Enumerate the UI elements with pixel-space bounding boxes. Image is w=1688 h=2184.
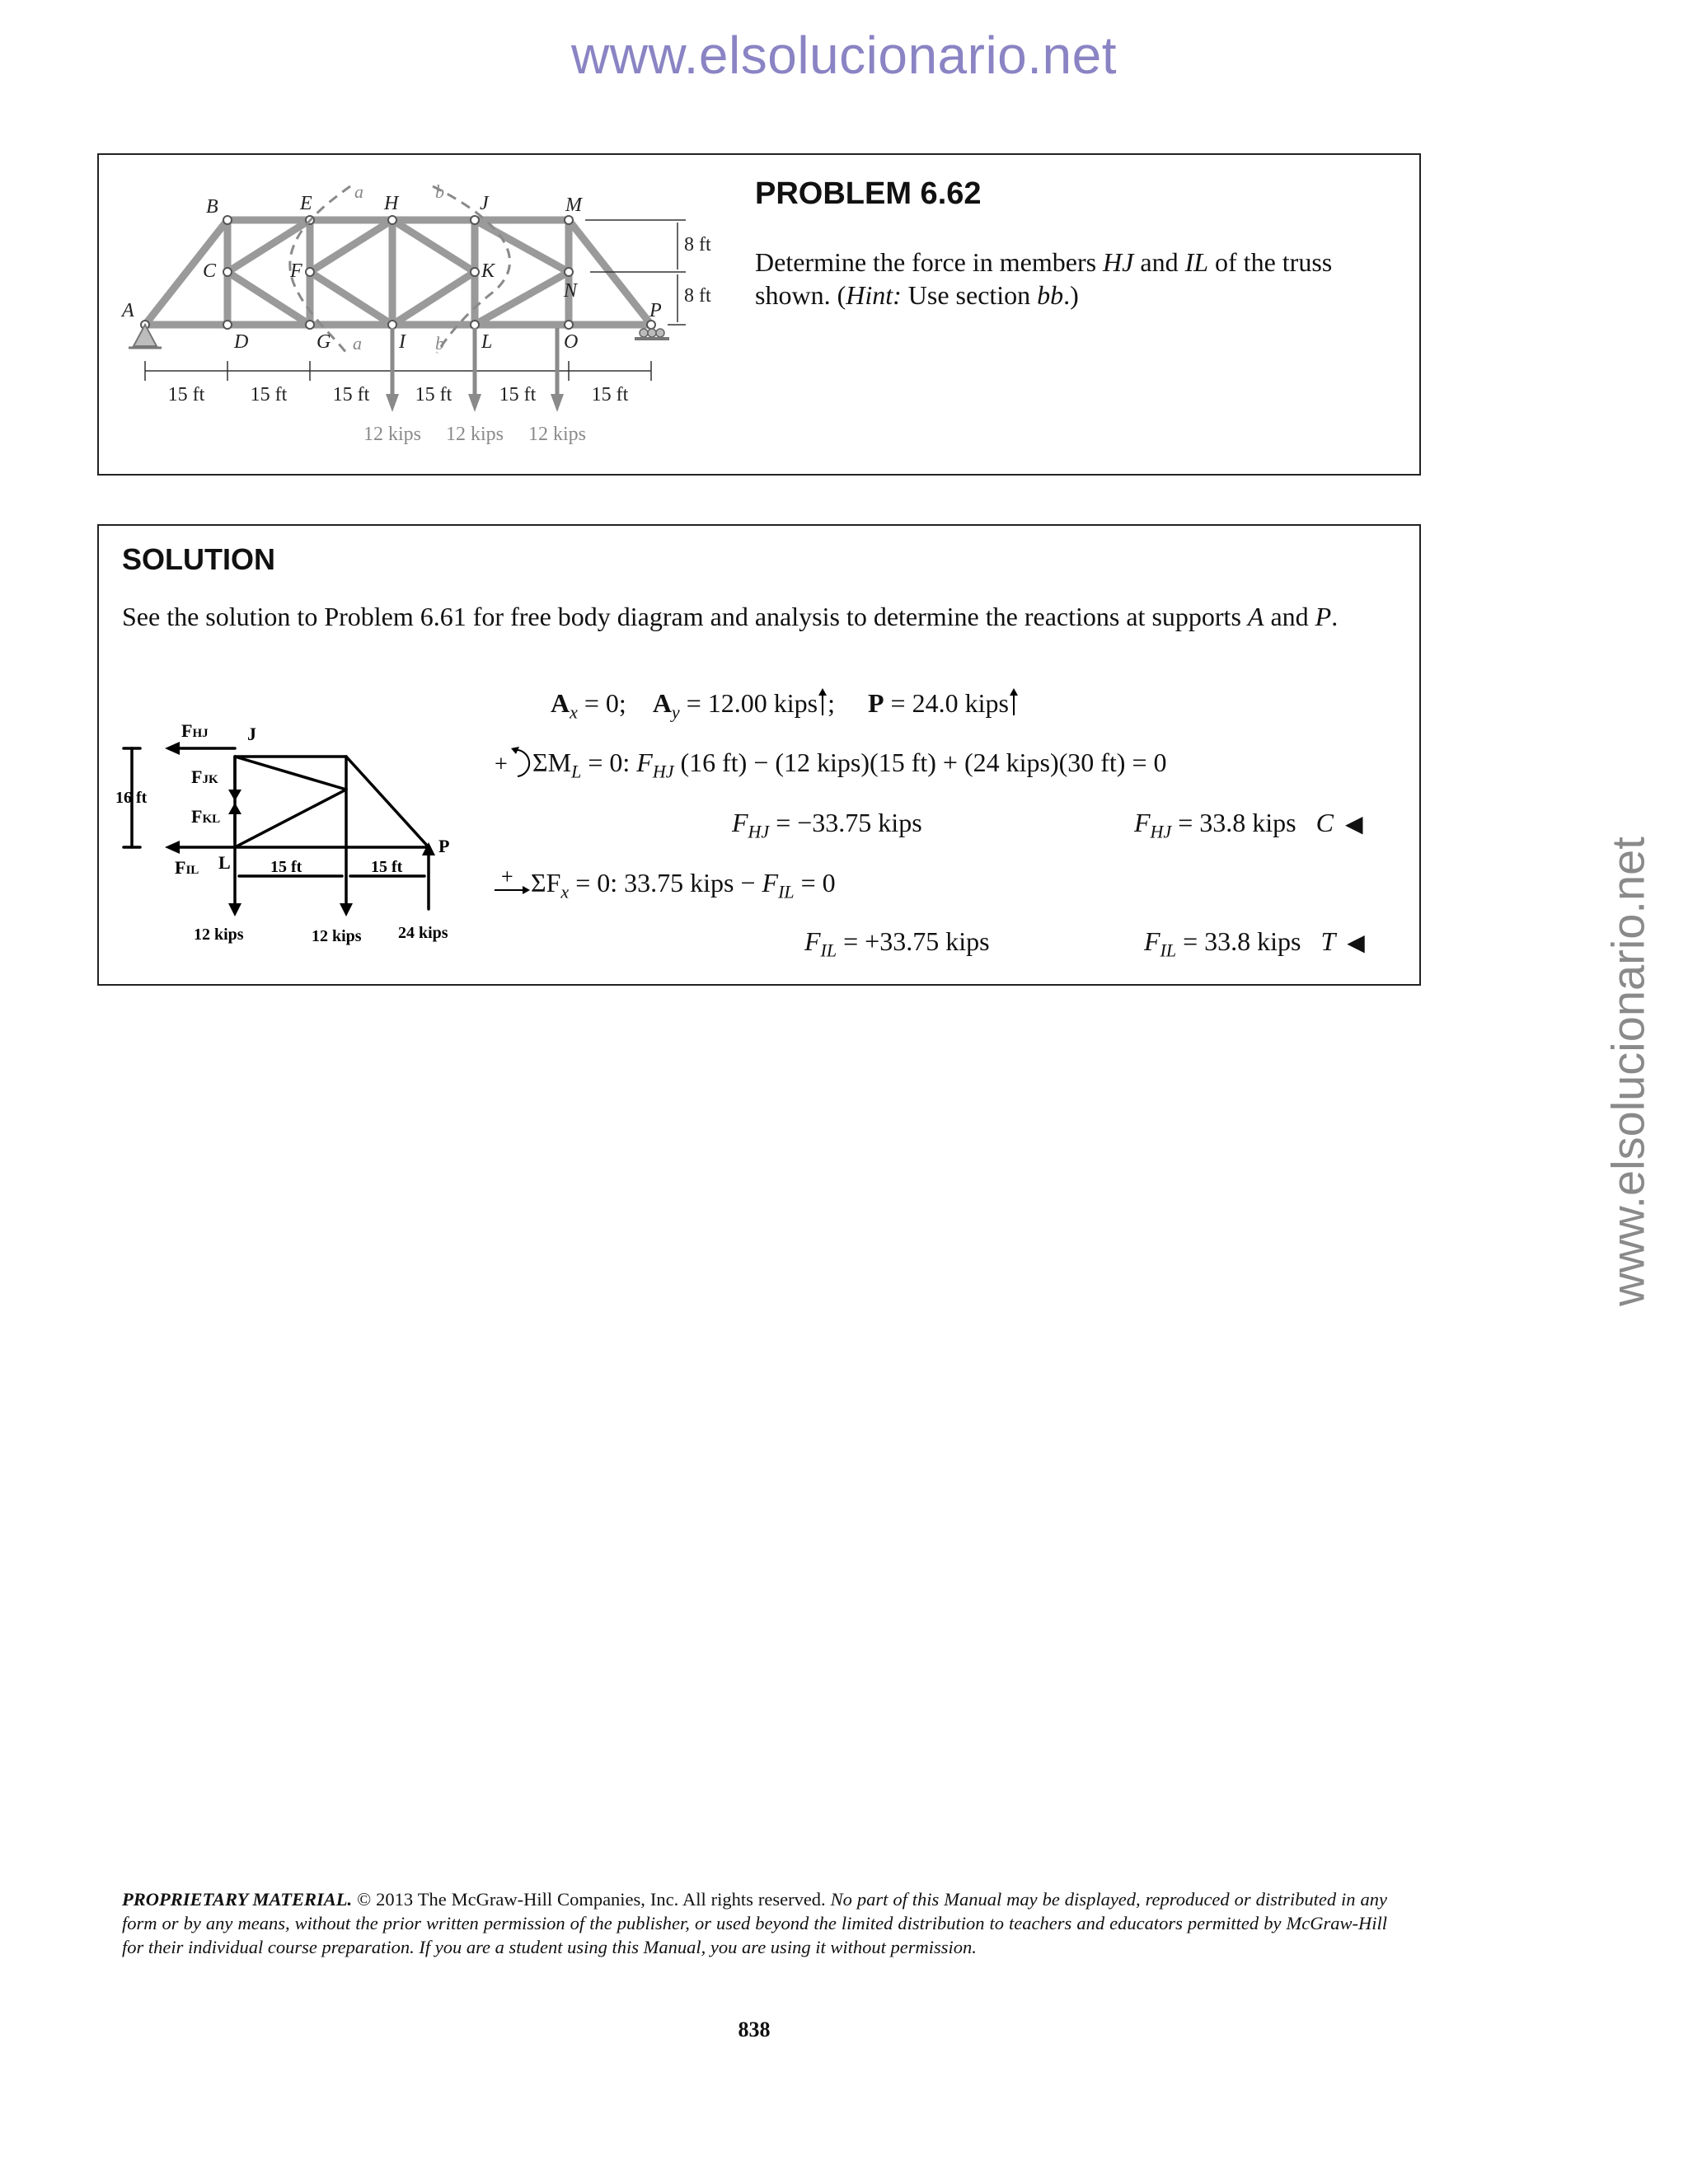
joint-label-l: L (481, 331, 493, 353)
joint-label-a: A (122, 300, 134, 321)
joint-label-e: E (300, 193, 312, 214)
truss-members (145, 220, 651, 325)
svg-text:+: + (501, 867, 513, 888)
answer-marker-icon: ◀ (1347, 930, 1365, 956)
joint-label-p: P (649, 300, 662, 321)
joint-label-o: O (564, 331, 579, 353)
section-label-a-top: a (354, 181, 363, 202)
section-label-a-bottom: a (353, 333, 362, 354)
load-labels (363, 424, 586, 445)
problem-title: PROBLEM 6.62 (755, 176, 982, 211)
joint-label-k: K (481, 260, 495, 282)
joint-label-m: M (565, 194, 582, 216)
sketch-dim-16ft: 16 ft (115, 789, 148, 807)
span-dim-5: 15 ft (499, 384, 537, 405)
span-dimension-lines (145, 361, 651, 381)
sketch-label-p: P (438, 836, 450, 856)
height-dim-upper: 8 ft (684, 234, 711, 255)
answer-marker-icon: ◀ (1344, 812, 1363, 837)
joint-label-f: F (290, 260, 302, 282)
height-dimension-labels (684, 234, 711, 307)
height-dim-lower: 8 ft (684, 285, 711, 307)
member-hj: HJ (1103, 247, 1134, 277)
member-il: IL (1184, 247, 1209, 277)
joint-label-n: N (564, 280, 578, 302)
span-dim-3: 15 ft (332, 384, 370, 405)
sketch-f-il: FIL (175, 857, 199, 878)
load-label-o: 12 kips (528, 424, 587, 445)
joint-label-i: I (399, 331, 406, 353)
fil-answer: $F_{IL} = 33.8$ kips T ◀ (1144, 926, 1365, 961)
reactions-line: $A_x = 0$; $A_y = 12.00$ kips ; P = 24.0 kips (551, 687, 1019, 723)
ccw-moment-icon (493, 747, 532, 780)
page-number: 838 (738, 2018, 771, 2041)
solution-intro: See the solution to Problem 6.61 for free body diagram and analysis to determine the reactions at supports A and P. (122, 602, 1339, 631)
sketch-load-1: 12 kips (194, 926, 244, 944)
sketch-label-j: J (247, 724, 256, 744)
joint-label-g: G (316, 331, 331, 353)
span-dim-2: 15 ft (250, 384, 288, 405)
svg-text:+: + (495, 752, 508, 777)
moment-equation: + $\Sigma M_L = 0$: $F_{HJ}$ (16 ft) − (12 kips)(15 ft) + (24 kips)(30 ft) = 0 (495, 748, 1167, 782)
free-body-sketch (115, 707, 470, 954)
problem-box (97, 153, 1421, 476)
fhj-result: $F_{HJ} = -33.75$ kips (732, 808, 922, 842)
sketch-load-2: 12 kips (312, 927, 362, 945)
watermark-top: www.elsolucionario.net (571, 26, 1117, 85)
joint-label-h: H (384, 193, 399, 214)
span-dim-6: 15 ft (591, 384, 629, 405)
load-label-l: 12 kips (445, 424, 504, 445)
hint-label: Hint: (846, 280, 902, 310)
sketch-dim-15ft-2: 15 ft (371, 858, 403, 876)
section-label-b-top: b (435, 181, 444, 202)
fil-result: $F_{IL} = +33.75$ kips (804, 926, 990, 961)
section-label-b-bottom: b (435, 333, 444, 354)
sketch-load-3: 24 kips (398, 924, 448, 942)
joint-label-j: J (480, 193, 489, 214)
load-label-i: 12 kips (363, 424, 422, 445)
solution-title: SOLUTION (122, 542, 275, 576)
roller-support-p (640, 329, 664, 337)
sketch-f-hj: FHJ (181, 720, 209, 741)
joint-label-b: B (206, 196, 218, 218)
problem-statement: Determine the force in members HJ and IL of the truss shown. (Hint: Use section bb.) (755, 247, 1333, 310)
joint-label-d: D (234, 331, 249, 353)
sketch-f-jk: FJK (191, 766, 218, 787)
copyright-footer: PROPRIETARY MATERIAL. © 2013 The McGraw-Hill Companies, Inc. All rights reserved. No part of this Manual may be displayed, reproduced or distributed in any form or by any means, without the prior written permission of the publisher, or used beyond the limited distribution to teachers and educators permitted by McGraw-Hill for their individual course preparation. If you are a student using this Manual, you are using it without permission. (122, 1889, 1387, 1957)
up-arrow-icon (1009, 687, 1019, 717)
sketch-dim-15ft-1: 15 ft (270, 858, 302, 876)
truss-figure (99, 155, 742, 477)
span-dim-1: 15 ft (167, 384, 205, 405)
solution-box (97, 524, 1421, 986)
span-dim-4: 15 ft (415, 384, 452, 405)
sketch-label-l: L (218, 852, 231, 873)
joint-label-c: C (203, 260, 217, 282)
up-arrow-icon (818, 687, 828, 717)
fhj-answer: $F_{HJ} = 33.8$ kips C ◀ (1134, 808, 1363, 842)
right-arrow-icon (493, 867, 531, 897)
sketch-f-kl: FKL (191, 806, 221, 827)
section-name: bb (1037, 280, 1064, 310)
watermark-side: www.elsolucionario.net (1601, 837, 1654, 1306)
force-equation: + $\Sigma F_x = 0$: 33.75 kips − $F_{IL} = 0$ (493, 867, 836, 902)
